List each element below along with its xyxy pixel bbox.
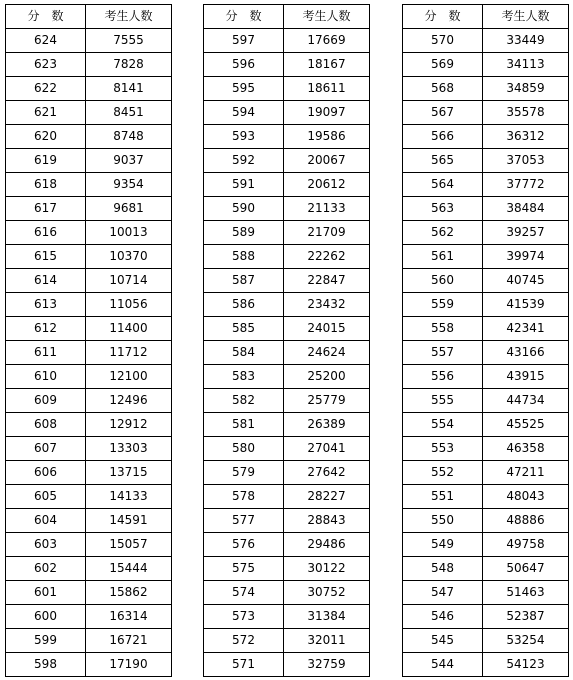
count-cell: 54123 [483,653,569,677]
table-row [403,413,569,437]
score-cell: 605 [6,485,86,509]
table-row [403,437,569,461]
header-row [6,5,172,29]
count-cell: 11056 [86,293,172,317]
count-cell: 24624 [284,341,370,365]
count-header: 考生人数 [483,5,569,29]
table-row [403,53,569,77]
score-cell: 604 [6,509,86,533]
score-cell: 586 [204,293,284,317]
score-cell: 602 [6,557,86,581]
table-row [204,269,370,293]
score-cell: 550 [403,509,483,533]
score-cell: 609 [6,389,86,413]
score-cell: 580 [204,437,284,461]
score-cell: 553 [403,437,483,461]
score-cell: 577 [204,509,284,533]
count-cell: 39257 [483,221,569,245]
count-cell: 14591 [86,509,172,533]
table-row [6,461,172,485]
table-row [6,485,172,509]
table-row [403,173,569,197]
score-cell: 571 [204,653,284,677]
score-cell: 587 [204,269,284,293]
count-cell: 11400 [86,317,172,341]
score-cell: 614 [6,269,86,293]
score-cell: 566 [403,125,483,149]
table-row [204,605,370,629]
table-row [204,389,370,413]
count-cell: 39974 [483,245,569,269]
table-row [204,485,370,509]
count-cell: 19586 [284,125,370,149]
count-cell: 18611 [284,77,370,101]
table-row [403,461,569,485]
score-cell: 619 [6,149,86,173]
table-row [204,413,370,437]
table-row [6,557,172,581]
table-row [6,125,172,149]
score-cell: 597 [204,29,284,53]
score-cell: 589 [204,221,284,245]
count-cell: 13715 [86,461,172,485]
table-row [204,293,370,317]
table-row [204,245,370,269]
count-cell: 28843 [284,509,370,533]
count-cell: 41539 [483,293,569,317]
score-table-1 [5,4,172,677]
table-row [403,125,569,149]
score-cell: 557 [403,341,483,365]
count-cell: 23432 [284,293,370,317]
table-row [204,341,370,365]
score-cell: 552 [403,461,483,485]
table-row [6,245,172,269]
score-cell: 613 [6,293,86,317]
count-cell: 17190 [86,653,172,677]
score-cell: 551 [403,485,483,509]
table-row [6,629,172,653]
score-header: 分数 [6,5,86,29]
table-row [204,461,370,485]
count-cell: 15057 [86,533,172,557]
count-cell: 14133 [86,485,172,509]
score-cell: 561 [403,245,483,269]
score-cell: 572 [204,629,284,653]
score-cell: 581 [204,413,284,437]
count-cell: 40745 [483,269,569,293]
count-cell: 24015 [284,317,370,341]
count-cell: 31384 [284,605,370,629]
table-row [403,605,569,629]
count-cell: 43166 [483,341,569,365]
table-row [6,221,172,245]
count-cell: 49758 [483,533,569,557]
score-cell: 568 [403,77,483,101]
table-row [6,509,172,533]
table-row [6,197,172,221]
score-cell: 564 [403,173,483,197]
score-cell: 569 [403,53,483,77]
table-row [403,653,569,677]
count-cell: 7828 [86,53,172,77]
table-row [204,533,370,557]
score-cell: 546 [403,605,483,629]
count-cell: 43915 [483,365,569,389]
table-row [6,437,172,461]
table-row [403,317,569,341]
count-cell: 26389 [284,413,370,437]
table-row [6,53,172,77]
table-row [6,389,172,413]
count-cell: 9681 [86,197,172,221]
header-row [204,5,370,29]
score-cell: 594 [204,101,284,125]
count-cell: 46358 [483,437,569,461]
score-cell: 579 [204,461,284,485]
table-row [6,365,172,389]
count-cell: 8141 [86,77,172,101]
count-cell: 27041 [284,437,370,461]
count-cell: 15862 [86,581,172,605]
count-cell: 36312 [483,125,569,149]
score-cell: 549 [403,533,483,557]
score-cell: 583 [204,365,284,389]
table-row [403,365,569,389]
count-cell: 27642 [284,461,370,485]
table-row [204,77,370,101]
score-cell: 585 [204,317,284,341]
table-row [204,629,370,653]
table-row [6,413,172,437]
score-cell: 562 [403,221,483,245]
table-row [6,653,172,677]
table-row [204,101,370,125]
count-cell: 19097 [284,101,370,125]
score-cell: 623 [6,53,86,77]
table-row [204,365,370,389]
count-cell: 44734 [483,389,569,413]
count-cell: 34859 [483,77,569,101]
count-cell: 28227 [284,485,370,509]
header-row [403,5,569,29]
count-cell: 9354 [86,173,172,197]
count-cell: 11712 [86,341,172,365]
count-cell: 18167 [284,53,370,77]
count-cell: 48886 [483,509,569,533]
count-cell: 15444 [86,557,172,581]
table-row [204,29,370,53]
score-cell: 545 [403,629,483,653]
score-cell: 620 [6,125,86,149]
count-cell: 30752 [284,581,370,605]
count-cell: 33449 [483,29,569,53]
table-row [403,629,569,653]
count-cell: 22847 [284,269,370,293]
count-cell: 7555 [86,29,172,53]
table-row [204,581,370,605]
table-row [204,125,370,149]
count-cell: 34113 [483,53,569,77]
table-row [403,221,569,245]
score-cell: 624 [6,29,86,53]
score-cell: 555 [403,389,483,413]
score-cell: 554 [403,413,483,437]
table-row [403,269,569,293]
score-cell: 570 [403,29,483,53]
score-cell: 617 [6,197,86,221]
table-row [403,389,569,413]
table-row [204,197,370,221]
count-cell: 16721 [86,629,172,653]
count-cell: 20067 [284,149,370,173]
count-cell: 29486 [284,533,370,557]
score-cell: 578 [204,485,284,509]
table-row [6,101,172,125]
table-row [6,605,172,629]
count-cell: 37772 [483,173,569,197]
score-cell: 556 [403,365,483,389]
table-row [403,293,569,317]
score-cell: 559 [403,293,483,317]
score-cell: 621 [6,101,86,125]
count-cell: 51463 [483,581,569,605]
count-cell: 12100 [86,365,172,389]
table-row [6,29,172,53]
table-row [403,245,569,269]
count-cell: 10013 [86,221,172,245]
score-header: 分数 [403,5,483,29]
table-row [6,341,172,365]
score-cell: 600 [6,605,86,629]
score-cell: 565 [403,149,483,173]
count-cell: 38484 [483,197,569,221]
table-row [204,173,370,197]
score-cell: 606 [6,461,86,485]
count-cell: 52387 [483,605,569,629]
count-cell: 50647 [483,557,569,581]
score-cell: 544 [403,653,483,677]
table-row [403,29,569,53]
count-cell: 16314 [86,605,172,629]
count-cell: 21709 [284,221,370,245]
count-cell: 45525 [483,413,569,437]
score-cell: 575 [204,557,284,581]
score-cell: 584 [204,341,284,365]
count-cell: 48043 [483,485,569,509]
count-cell: 42341 [483,317,569,341]
count-cell: 9037 [86,149,172,173]
table-row [204,509,370,533]
table-row [6,581,172,605]
count-header: 考生人数 [86,5,172,29]
table-row [403,557,569,581]
score-cell: 558 [403,317,483,341]
score-cell: 573 [204,605,284,629]
table-row [6,317,172,341]
score-cell: 603 [6,533,86,557]
count-cell: 8748 [86,125,172,149]
count-cell: 20612 [284,173,370,197]
score-cell: 607 [6,437,86,461]
count-cell: 10714 [86,269,172,293]
count-header: 考生人数 [284,5,370,29]
score-table-2 [203,4,370,677]
table-row [204,317,370,341]
score-cell: 599 [6,629,86,653]
score-cell: 567 [403,101,483,125]
table-row [403,485,569,509]
score-cell: 574 [204,581,284,605]
table-row [6,173,172,197]
score-header: 分数 [204,5,284,29]
score-cell: 601 [6,581,86,605]
table-row [6,269,172,293]
score-cell: 547 [403,581,483,605]
score-cell: 590 [204,197,284,221]
score-cell: 595 [204,77,284,101]
count-cell: 8451 [86,101,172,125]
table-row [6,293,172,317]
table-row [403,77,569,101]
count-cell: 25779 [284,389,370,413]
score-cell: 592 [204,149,284,173]
count-cell: 22262 [284,245,370,269]
score-cell: 612 [6,317,86,341]
count-cell: 32759 [284,653,370,677]
count-cell: 25200 [284,365,370,389]
table-row [403,581,569,605]
table-row [6,533,172,557]
table-row [403,341,569,365]
table-row [204,53,370,77]
table-row [403,197,569,221]
score-cell: 618 [6,173,86,197]
score-cell: 591 [204,173,284,197]
count-cell: 32011 [284,629,370,653]
count-cell: 47211 [483,461,569,485]
score-cell: 610 [6,365,86,389]
table-row [204,437,370,461]
score-cell: 596 [204,53,284,77]
count-cell: 53254 [483,629,569,653]
score-table-3 [402,4,569,677]
table-row [403,533,569,557]
score-cell: 582 [204,389,284,413]
score-cell: 598 [6,653,86,677]
score-cell: 560 [403,269,483,293]
table-row [204,557,370,581]
score-cell: 615 [6,245,86,269]
table-row [204,653,370,677]
table-row [6,149,172,173]
table-row [403,149,569,173]
table-row [204,221,370,245]
score-cell: 548 [403,557,483,581]
score-cell: 563 [403,197,483,221]
count-cell: 10370 [86,245,172,269]
count-cell: 21133 [284,197,370,221]
table-row [403,101,569,125]
count-cell: 30122 [284,557,370,581]
count-cell: 12496 [86,389,172,413]
score-cell: 608 [6,413,86,437]
score-cell: 593 [204,125,284,149]
count-cell: 12912 [86,413,172,437]
count-cell: 17669 [284,29,370,53]
table-row [6,77,172,101]
count-cell: 35578 [483,101,569,125]
score-cell: 611 [6,341,86,365]
score-cell: 576 [204,533,284,557]
count-cell: 37053 [483,149,569,173]
score-cell: 616 [6,221,86,245]
table-row [403,509,569,533]
table-row [204,149,370,173]
count-cell: 13303 [86,437,172,461]
score-cell: 622 [6,77,86,101]
score-cell: 588 [204,245,284,269]
